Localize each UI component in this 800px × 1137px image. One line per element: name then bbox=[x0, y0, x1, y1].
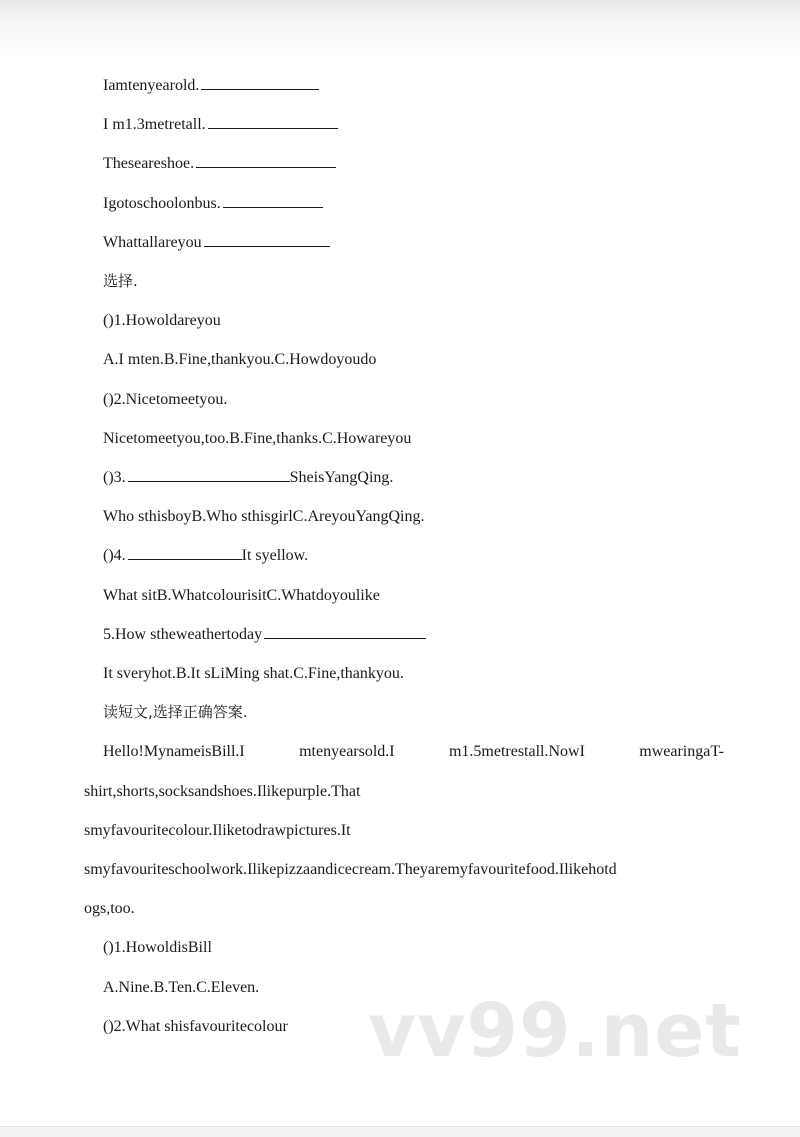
question-2: ()2.Nicetomeetyou. bbox=[103, 390, 228, 408]
question-5: 5.How stheweathertoday bbox=[84, 615, 724, 654]
question-1-options: A.I mten.B.Fine,thankyou.C.Howdoyoudo bbox=[103, 351, 377, 369]
fill-line-1: Iamtenyearold. bbox=[84, 66, 724, 105]
answer-blank[interactable] bbox=[128, 545, 242, 560]
answer-blank[interactable] bbox=[223, 193, 323, 208]
question-4-options: What sitB.WhatcolourisitC.Whatdoyoulike bbox=[103, 586, 380, 604]
fill-line-3: Theseareshoe. bbox=[84, 144, 724, 183]
passage-line-2: shirt,shorts,socksandshoes.Ilikepurple.That bbox=[84, 782, 361, 800]
answer-blank[interactable] bbox=[264, 624, 426, 639]
question-3: ()3. SheisYangQing. bbox=[103, 469, 394, 487]
answer-blank[interactable] bbox=[204, 232, 330, 247]
reading-question-1: ()1.HowoldisBill bbox=[103, 939, 212, 957]
fill-line-4: Igotoschoolonbus. bbox=[84, 184, 724, 223]
passage-line-1: Hello!MynameisBill.I mtenyearsold.I m1.5metrestall.NowI mwearingaT- bbox=[103, 743, 724, 761]
question-3-options: Who sthisboyB.Who sthisgirlC.AreyouYangQing. bbox=[103, 508, 425, 526]
page-bottom-edge bbox=[0, 1126, 800, 1137]
answer-blank[interactable] bbox=[196, 153, 336, 168]
reading-question-2: ()2.What shisfavouritecolour bbox=[103, 1017, 288, 1035]
question-1: ()1.Howoldareyou bbox=[103, 312, 221, 330]
answer-blank[interactable] bbox=[208, 114, 338, 129]
passage-line-3: smyfavouritecolour.Iliketodrawpictures.It bbox=[84, 821, 351, 839]
passage-line-4: smyfavouriteschoolwork.Ilikepizzaandicecream.Theyaremyfavouritefood.Ilikehotd bbox=[84, 861, 617, 879]
fill-line-2: I m1.3metretall. bbox=[84, 105, 724, 144]
answer-blank[interactable] bbox=[201, 75, 319, 90]
watermark: vv99.net bbox=[368, 988, 742, 1074]
section-heading-reading: 读短文,选择正确答案. bbox=[103, 703, 248, 722]
question-4: ()4. It syellow. bbox=[103, 547, 309, 565]
fill-line-5: Whattallareyou bbox=[84, 223, 724, 262]
section-heading-choose: 选择. bbox=[103, 272, 138, 291]
question-2-options: Nicetomeetyou,too.B.Fine,thanks.C.Howareyou bbox=[103, 429, 412, 447]
passage-line-5: ogs,too. bbox=[84, 900, 135, 918]
document-page bbox=[84, 66, 724, 1046]
answer-blank[interactable] bbox=[128, 467, 290, 482]
question-5-options: It sveryhot.B.It sLiMing shat.C.Fine,thankyou. bbox=[103, 665, 404, 683]
reading-question-1-options: A.Nine.B.Ten.C.Eleven. bbox=[103, 978, 260, 996]
page-top-shadow bbox=[0, 0, 800, 60]
